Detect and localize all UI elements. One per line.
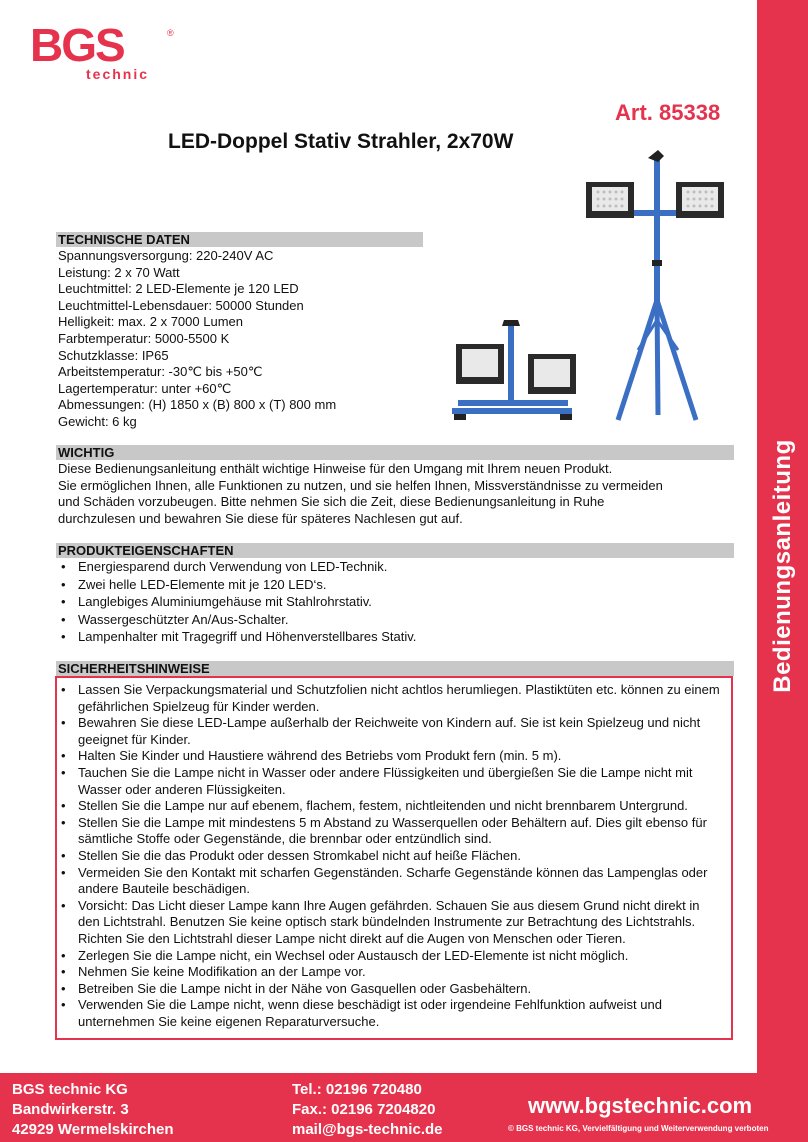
floodlight-left [586,182,634,218]
list-item: • Lassen Sie Verpackungsmaterial und Schutzfolien nicht achtlos herumliegen. Plastiktüten etc. können zu einem gefährlichen Spielzeug für Kinder werden. [58,682,724,715]
company-name: BGS technic KG [12,1081,128,1098]
website-link[interactable]: www.bgstechnic.com [528,1093,753,1118]
list-item: • Stellen Sie die Lampe mit mindestens 5 m Abstand zu Wasserquellen oder Behältern auf. Dies gilt ebenso für sämtliche Stoffe oder Gegenstände, die brennbar oder entzündlich sind. [58,815,724,848]
list-item: • Lampenhalter mit Tragegriff und Höhenverstellbares Stativ. [58,629,728,646]
company-street: Bandwirkerstr. 3 [12,1101,129,1118]
list-item: • Stellen Sie die das Produkt oder dessen Stromkabel nicht auf heiße Flächen. [58,848,724,865]
list-item: Lagertemperatur: unter +60℃ [58,380,232,396]
copyright: © BGS technic KG, Vervielfältigung und Weiterverwendung verboten [508,1124,769,1133]
safety-list [58,682,724,1030]
list-item: • Halten Sie Kinder und Haustiere während des Betriebs vom Produkt fern (min. 5 m). [58,748,724,765]
ground-floodlight-right [528,354,576,394]
ground-stand-image [448,318,578,430]
list-item: • Betreiben Sie die Lampe nicht in der Nähe von Gasquellen oder Gasbehältern. [58,981,724,998]
list-item: • Bewahren Sie diese LED-Lampe außerhalb der Reichweite von Kindern auf. Sie ist kein Spielzeug und nicht geeignet für Kinder. [58,715,724,748]
ground-floodlight-left [456,344,504,384]
list-item: • Langlebiges Aluminiumgehäuse mit Stahlrohrstativ. [58,594,728,611]
list-item: Helligkeit: max. 2 x 7000 Lumen [58,314,243,330]
important-heading: WICHTIG [56,445,734,460]
list-item: Gewicht: 6 kg [58,413,137,429]
fax: Fax.: 02196 7204820 [292,1101,436,1118]
list-item: • Wassergeschützter An/Aus-Schalter. [58,612,728,629]
list-item: • Vorsicht: Das Licht dieser Lampe kann Ihre Augen gefährden. Schauen Sie aus diesem Grund nicht direkt in den Lichtstrahl. Benutzen Sie keine optisch stark bündelnden Instrumente zur Betrachtung des Lichtstrahls. Richten Sie den Lichtstrahl dieser Lampe nicht direkt auf die Augen von Menschen oder Tieren. [58,898,724,948]
bgs-logo [30,19,174,82]
floodlight-right [676,182,724,218]
footer [0,1073,808,1142]
list-item: Leuchtmittel-Lebensdauer: 50000 Stunden [58,297,304,313]
side-band [757,0,808,1073]
tech-data-list [58,248,438,431]
list-item: • Stellen Sie die Lampe nur auf ebenem, flachem, festem, nichtleitenden und nicht brennbarem Untergrund. [58,798,724,815]
safety-heading: SICHERHEITSHINWEISE [56,661,734,676]
logo-registered-mark: ® [167,28,174,38]
tripod-floodlight-image [578,150,738,430]
list-item: Leuchtmittel: 2 LED-Elemente je 120 LED [58,281,299,297]
article-number: Art. 85338 [615,100,721,125]
list-item: • Energiesparend durch Verwendung von LED-Technik. [58,559,728,576]
list-item: • Zwei helle LED-Elemente mit je 120 LED‘s. [58,577,728,594]
text-line: Sie ermöglichen Ihnen, alle Funktionen zu nutzen, und sie helfen Ihnen, Missverständnisse zu vermeiden [58,477,663,493]
company-city: 42929 Wermelskirchen [12,1121,174,1138]
phone: Tel.: 02196 720480 [292,1081,422,1098]
list-item: • Verwenden Sie die Lampe nicht, wenn diese beschädigt ist oder irgendeine Fehlfunktion aufweist und unternehmen Sie keine eigenen Reparaturversuche. [58,997,724,1030]
list-item: Spannungsversorgung: 220-240V AC [58,248,274,263]
side-label: Bedienungsanleitung [768,439,796,693]
list-item: • Nehmen Sie keine Modifikation an der Lampe vor. [58,964,724,981]
list-item: • Zerlegen Sie die Lampe nicht, ein Wechsel oder Austausch der LED-Elemente ist nicht möglich. [58,948,724,965]
page-title: LED-Doppel Stativ Strahler, 2x70W [168,130,514,153]
email-link[interactable]: mail@bgs-technic.de [292,1121,443,1138]
features-list [58,559,728,646]
important-text [58,461,748,527]
text-line: und Schäden vorzubeugen. Bitte nehmen Sie sich die Zeit, diese Bedienungsanleitung in Ruhe [58,494,605,510]
tech-data-heading: TECHNISCHE DATEN [56,232,423,247]
list-item: Arbeitstemperatur: -30℃ bis +50℃ [58,364,263,380]
logo-sub: technic [86,66,150,82]
footer-contact [292,1080,443,1140]
text-line: Diese Bedienungsanleitung enthält wichtige Hinweise für den Umgang mit Ihrem neuen Produkt. [58,461,613,476]
list-item: Farbtemperatur: 5000-5500 K [58,330,230,346]
footer-company [12,1080,174,1140]
logo-brand: BGS [30,19,124,71]
list-item: Leistung: 2 x 70 Watt [58,264,180,280]
list-item: Abmessungen: (H) 1850 x (B) 800 x (T) 800 mm [58,397,337,413]
features-heading: PRODUKTEIGENSCHAFTEN [56,543,734,558]
list-item: Schutzklasse: IP65 [58,347,169,363]
list-item: • Tauchen Sie die Lampe nicht in Wasser oder andere Flüssigkeiten und übergießen Sie die Lampe nicht mit Wasser oder anderen Flüssigkeiten. [58,765,724,798]
text-line: durchzulesen und bewahren Sie diese für späteres Nachlesen gut auf. [58,510,463,526]
list-item: • Vermeiden Sie den Kontakt mit scharfen Gegenständen. Scharfe Gegenstände können das Lampenglas oder andere Bauteile beschädigen. [58,865,724,898]
